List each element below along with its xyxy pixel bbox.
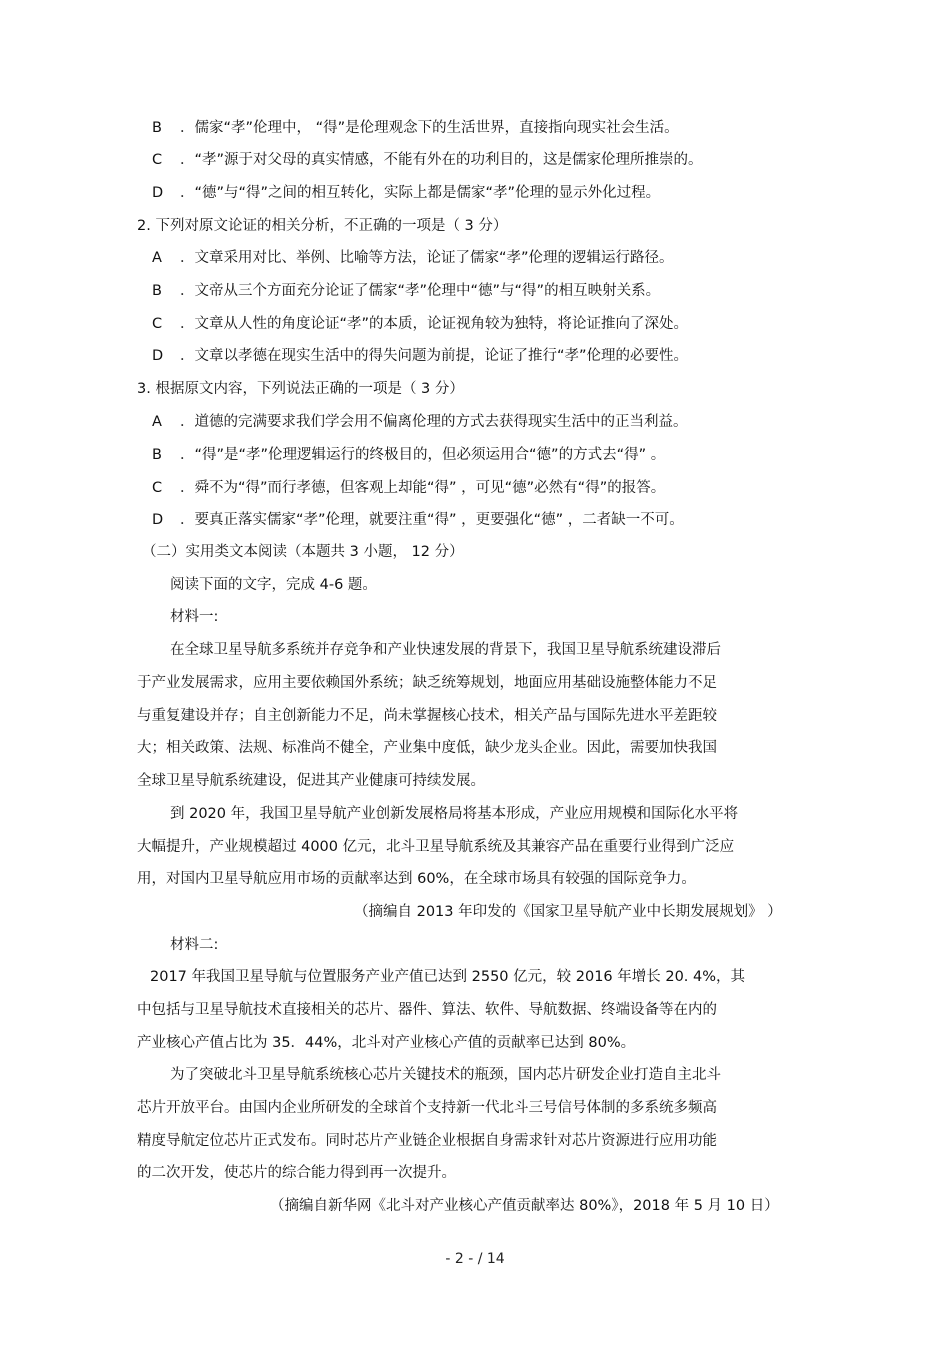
option-text: ．“孝”源于对父母的真实情感，不能有外在的功利目的，这是儒家伦理所推崇的。: [180, 152, 703, 168]
option-letter: D: [152, 348, 164, 364]
option-letter: D: [152, 185, 164, 201]
q2-option-d: [152, 346, 688, 366]
option-text: ．“得”是“孝”伦理逻辑运行的终极目的，但必须运用合“德”的方式去“得” 。: [180, 447, 666, 463]
q3-option-d: [152, 510, 684, 530]
paragraph-line: 在全球卫星导航多系统并存竞争和产业快速发展的背景下，我国卫星导航系统建设滞后: [170, 642, 721, 658]
q1-option-b: [152, 118, 679, 138]
paragraph-line: 中包括与卫星导航技术直接相关的芯片、器件、算法、软件、导航数据、终端设备等在内的: [137, 1002, 717, 1018]
q3-option-c: [152, 478, 665, 498]
page-number: - 2 - / 14: [445, 1251, 505, 1267]
paragraph-line: 为了突破北斗卫星导航系统核心芯片关键技术的瓶颈，国内芯片研发企业打造自主北斗: [170, 1067, 721, 1083]
q2-option-c: [152, 314, 688, 334]
option-letter: A: [152, 414, 162, 430]
option-text: ．儒家“孝”伦理中， “得”是伦理观念下的生活世界，直接指向现实社会生活。: [180, 120, 679, 136]
option-letter: C: [152, 152, 163, 168]
paragraph-line: 的二次开发，使芯片的综合能力得到再一次提升。: [137, 1165, 456, 1181]
paragraph-line: 于产业发展需求，应用主要依赖国外系统；缺乏统筹规划，地面应用基础设施整体能力不足: [137, 675, 717, 691]
option-letter: C: [152, 480, 163, 496]
q2-stem: 2. 下列对原文论证的相关分析，不正确的一项是（ 3 分）: [137, 218, 508, 234]
material2-label: 材料二:: [170, 937, 219, 953]
option-letter: C: [152, 316, 163, 332]
option-text: ．“德”与“得”之间的相互转化，实际上都是儒家“孝”伦理的显示外化过程。: [180, 185, 661, 201]
paragraph-line: 大；相关政策、法规、标准尚不健全，产业集中度低，缺少龙头企业。因此，需要加快我国: [137, 740, 717, 756]
paragraph-line: 大幅提升，产业规模超过 4000 亿元，北斗卫星导航系统及其兼容产品在重要行业得到广泛应: [137, 839, 735, 855]
option-text: ．舜不为“得”而行孝德，但客观上却能“得” ，可见“德”必然有“得”的报答。: [180, 480, 666, 496]
q2-option-a: [152, 248, 674, 268]
paragraph-line: 用，对国内卫星导航应用市场的贡献率达到 60%，在全球市场具有较强的国际竞争力。: [137, 871, 696, 887]
option-text: ．道德的完满要求我们学会用不偏离伦理的方式去获得现实生活中的正当利益。: [180, 414, 688, 430]
paragraph-line: 全球卫星导航系统建设，促进其产业健康可持续发展。: [137, 773, 485, 789]
paragraph-line: 产业核心产值占比为 35．44%，北斗对产业核心产值的贡献率已达到 80%。: [137, 1035, 636, 1051]
option-letter: B: [152, 120, 162, 136]
q2-option-b: [152, 281, 660, 301]
option-text: ．文帝从三个方面充分论证了儒家“孝”伦理中“德”与“得”的相互映射关系。: [180, 283, 661, 299]
option-letter: B: [152, 447, 162, 463]
option-text: ．文章采用对比、举例、比喻等方法，论证了儒家“孝”伦理的逻辑运行路径。: [180, 250, 674, 266]
paragraph-line: 与重复建设并存；自主创新能力不足，尚未掌握核心技术，相关产品与国际先进水平差距较: [137, 708, 717, 724]
paragraph-line: 到 2020 年，我国卫星导航产业创新发展格局将基本形成，产业应用规模和国际化水平将: [170, 806, 739, 822]
material1-source: （摘编自 2013 年印发的《国家卫星导航产业中长期发展规划》 ）: [354, 904, 782, 920]
q1-option-d: [152, 183, 660, 203]
q3-option-a: [152, 412, 688, 432]
option-text: ．文章以孝德在现实生活中的得失问题为前提，论证了推行“孝”伦理的必要性。: [180, 348, 689, 364]
option-text: ．要真正落实儒家“孝”伦理，就要注重“得” ，更要强化“德” ，二者缺一不可。: [180, 512, 684, 528]
option-text: ．文章从人性的角度论证“孝”的本质，论证视角较为独特，将论证推向了深处。: [180, 316, 689, 332]
section-title: （二）实用类文本阅读（本题共 3 小题， 12 分）: [142, 544, 464, 560]
instruction: 阅读下面的文字，完成 4-6 题。: [170, 577, 377, 593]
q3-option-b: [152, 445, 665, 465]
q1-option-c: [152, 150, 703, 170]
q3-stem: 3. 根据原文内容，下列说法正确的一项是（ 3 分）: [137, 381, 464, 397]
paragraph-line: 2017 年我国卫星导航与位置服务产业产值已达到 2550 亿元，较 2016 年增长 20. 4%，其: [150, 969, 746, 985]
material1-label: 材料一:: [170, 609, 219, 625]
paragraph-line: 芯片开放平台。由国内企业所研发的全球首个支持新一代北斗三号信号体制的多系统多频高: [137, 1100, 717, 1116]
option-letter: A: [152, 250, 162, 266]
option-letter: D: [152, 512, 164, 528]
option-letter: B: [152, 283, 162, 299]
material2-source: （摘编自新华网《北斗对产业核心产值贡献率达 80%》，2018 年 5 月 10 日）: [270, 1198, 779, 1214]
paragraph-line: 精度导航定位芯片正式发布。同时芯片产业链企业根据自身需求针对芯片资源进行应用功能: [137, 1133, 717, 1149]
